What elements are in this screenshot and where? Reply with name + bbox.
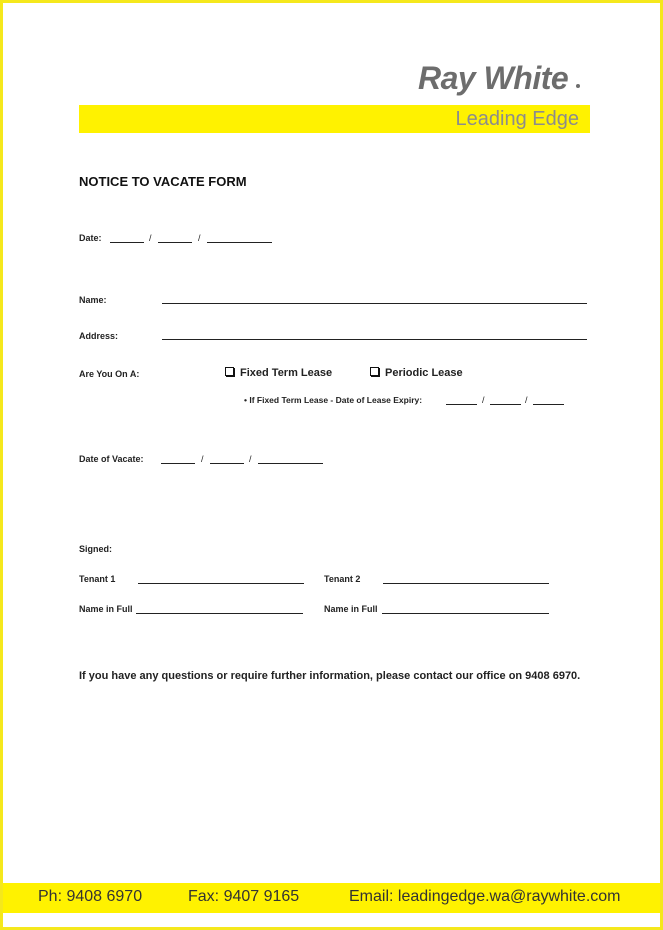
address-field[interactable] [162, 339, 587, 340]
date-year-field[interactable] [207, 242, 272, 243]
contact-note: If you have any questions or require further information, please contact our office on 9408 6970. [79, 670, 581, 682]
fixed-term-checkbox[interactable] [225, 367, 234, 376]
vacate-slash: / [201, 454, 204, 464]
tenant2-name-label: Name in Full [324, 604, 378, 614]
vacate-slash: / [249, 454, 252, 464]
fixed-term-option[interactable] [225, 367, 332, 379]
footer-email[interactable]: Email: leadingedge.wa@raywhite.com [349, 888, 621, 905]
address-label: Address: [79, 331, 119, 341]
periodic-option[interactable] [370, 367, 463, 379]
tenant1-name-field[interactable] [136, 613, 303, 614]
footer-fax: Fax: 9407 9165 [188, 888, 300, 905]
expiry-slash: / [482, 395, 485, 405]
signed-label: Signed: [79, 544, 112, 554]
tenant1-name-label: Name in Full [79, 604, 133, 614]
periodic-label: Periodic Lease [385, 367, 463, 379]
date-month-field[interactable] [158, 242, 192, 243]
date-slash: / [149, 233, 152, 243]
fixed-term-label: Fixed Term Lease [240, 367, 333, 379]
sub-brand: Leading Edge [455, 108, 579, 130]
footer-phone: Ph: 9408 6970 [38, 888, 143, 905]
date-slash: / [198, 233, 201, 243]
expiry-label: • If Fixed Term Lease - Date of Lease Expiry: [244, 395, 423, 405]
date-day-field[interactable] [110, 242, 144, 243]
brand-logo-dot [576, 84, 580, 88]
expiry-slash: / [525, 395, 528, 405]
name-field[interactable] [162, 303, 587, 304]
vacate-day-field[interactable] [161, 463, 195, 464]
lease-question-label: Are You On A: [79, 369, 140, 379]
periodic-checkbox[interactable] [370, 367, 379, 376]
expiry-month-field[interactable] [490, 404, 521, 405]
form-title: NOTICE TO VACATE FORM [79, 174, 247, 189]
vacate-month-field[interactable] [210, 463, 244, 464]
tenant2-signature-field[interactable] [383, 583, 549, 584]
name-label: Name: [79, 295, 107, 305]
tenant2-name-field[interactable] [382, 613, 549, 614]
tenant1-signature-field[interactable] [138, 583, 304, 584]
vacate-year-field[interactable] [258, 463, 323, 464]
vacate-date-label: Date of Vacate: [79, 454, 144, 464]
expiry-year-field[interactable] [533, 404, 564, 405]
date-label: Date: [79, 233, 102, 243]
brand-logo: Ray White [418, 60, 569, 96]
tenant2-label: Tenant 2 [324, 574, 361, 584]
tenant1-label: Tenant 1 [79, 574, 116, 584]
expiry-day-field[interactable] [446, 404, 477, 405]
